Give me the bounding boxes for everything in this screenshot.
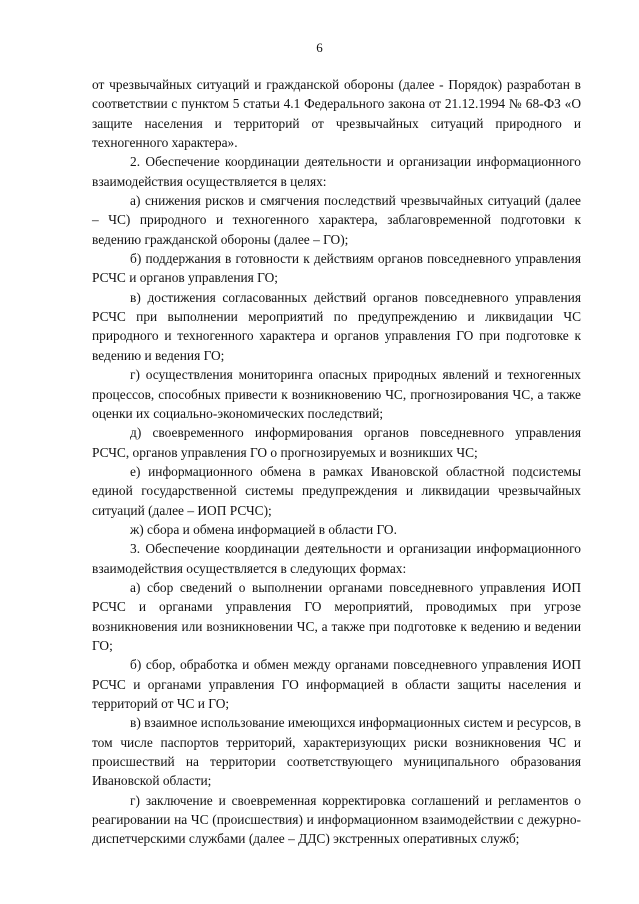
paragraph-3b: б) сбор, обработка и обмен между органами повседневного управления ИОП РСЧС и органами управления ГО информацией в области защиты населения и территорий от ЧС и ГО;	[92, 657, 581, 711]
paragraph-2g: г) осуществления мониторинга опасных природных явлений и техногенных процессов, способных привести к возникновению ЧС, прогнозирования ЧС, а также оценки их социально-экономических последствий;	[92, 367, 581, 421]
page-number: 6	[316, 40, 323, 55]
paragraph-2v: в) достижения согласованных действий органов повседневного управления РСЧС при выполнении мероприятий по предупреждению и ликвидации ЧС природного и техногенного характера и органов управления ГО при подготовке к ведению и ведения ГО;	[92, 289, 581, 363]
paragraph-2a: а) снижения рисков и смягчения последствий чрезвычайных ситуаций (далее – ЧС) природного и техногенного характера, заблаговременной подготовки к ведению гражданской обороны (далее – ГО);	[92, 193, 581, 247]
paragraph-item-2-intro: 2. Обеспечение координации деятельности и организации информационного взаимодействия осуществляется в целях:	[92, 154, 581, 189]
paragraph-3v: в) взаимное использование имеющихся информационных систем и ресурсов, в том числе паспортов территорий, характеризующих риски возникновения ЧС и происшествий на территории соответствующего муниципального образования Ивановской области;	[92, 715, 581, 789]
paragraph-item-3-intro: 3. Обеспечение координации деятельности и организации информационного взаимодействия осуществляется в следующих формах:	[92, 541, 581, 576]
paragraph-2e: е) информационного обмена в рамках Ивановской областной подсистемы единой государственной системы предупреждения и ликвидации чрезвычайных ситуаций (далее – ИОП РСЧС);	[92, 463, 581, 518]
paragraph-order-basis: от чрезвычайных ситуаций и гражданской обороны (далее - Порядок) разработан в соответствии с пунктом 5 статьи 4.1 Федерального закона от 21.12.1994 № 68-ФЗ «О защите населения и территорий от чрезвычайных ситуаций природного и техногенного характера».	[92, 77, 581, 151]
paragraph-2zh: ж) сбора и обмена информацией в области ГО.	[130, 521, 397, 537]
paragraph-2d: д) своевременного информирования органов повседневного управления РСЧС, органов управления ГО о прогнозируемых и возникших ЧС;	[92, 425, 581, 460]
document-body	[92, 75, 581, 849]
paragraph-2b: б) поддержания в готовности к действиям органов повседневного управления РСЧС и органов управления ГО;	[92, 251, 581, 286]
paragraph-3g: г) заключение и своевременная корректировка соглашений и регламентов о реагировании на ЧС (происшествия) и информационном взаимодействии с дежурно-диспетчерскими службами (далее – ДДС) экстренных оперативных служб;	[92, 792, 581, 847]
paragraph-3a: а) сбор сведений о выполнении органами повседневного управления ИОП РСЧС и органами управления ГО мероприятий, проводимых при угрозе возникновения или возникновении ЧС, а также при подготовке к ведению и ведении ГО;	[92, 579, 581, 653]
